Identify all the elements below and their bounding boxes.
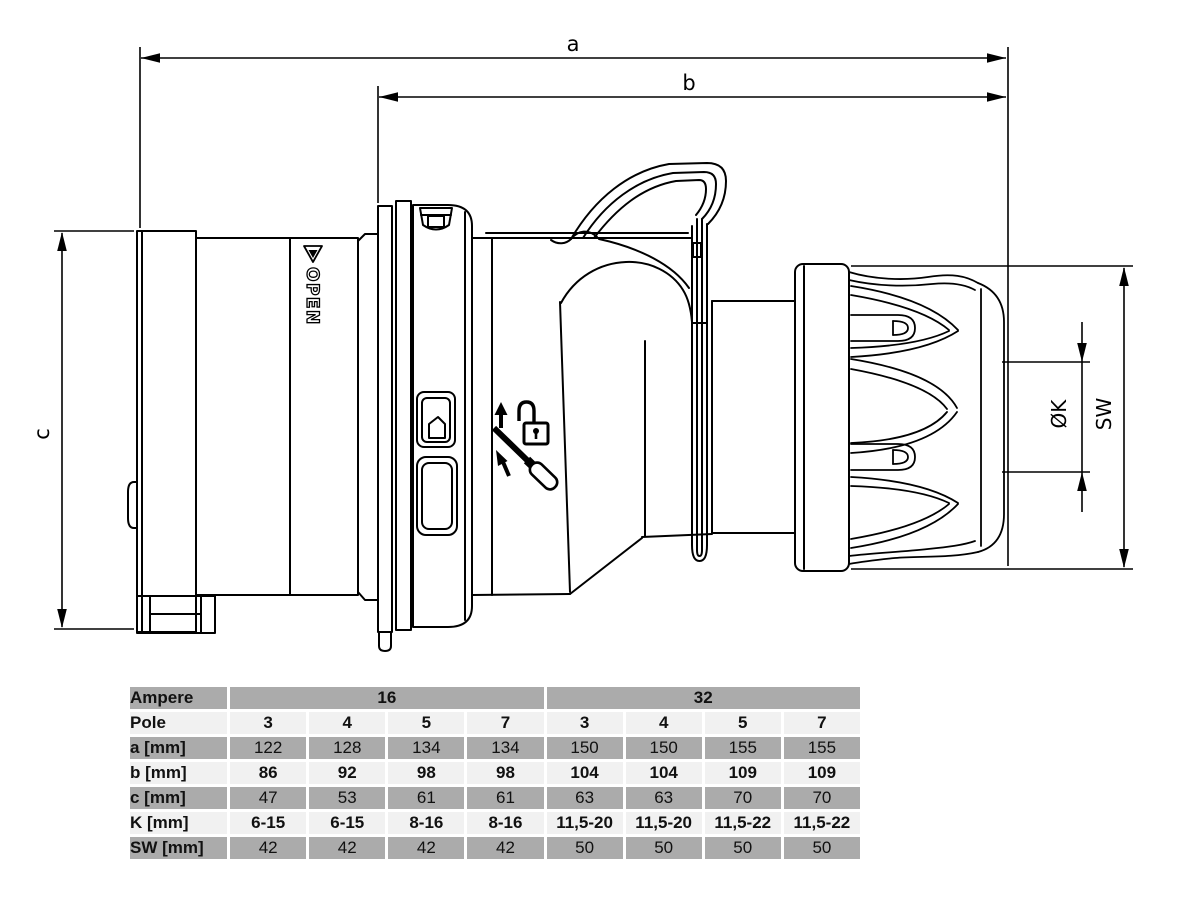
pole-value-3: 7	[467, 712, 543, 734]
dim-b-label: b	[682, 71, 696, 95]
dimension-sw	[851, 266, 1133, 569]
crown-slot-top	[851, 315, 915, 341]
pole-value-7: 7	[784, 712, 860, 734]
dim-value-5: 63	[626, 787, 702, 809]
pole-row-label: Pole	[130, 712, 227, 734]
dim-row-label: c [mm]	[130, 787, 227, 809]
dimension-k	[1002, 322, 1090, 512]
gland-collar	[795, 264, 849, 571]
dim-value-4: 50	[547, 837, 623, 859]
dim-value-0: 122	[230, 737, 306, 759]
dim-value-1: 6-15	[309, 812, 385, 834]
dim-row-label: SW [mm]	[130, 837, 227, 859]
dim-value-5: 50	[626, 837, 702, 859]
arrow-up-left-icon	[496, 450, 509, 476]
dim-value-1: 128	[309, 737, 385, 759]
dim-value-2: 98	[388, 762, 464, 784]
pole-value-2: 5	[388, 712, 464, 734]
ampere-row-label: Ampere	[130, 687, 227, 709]
dim-value-6: 11,5-22	[705, 812, 781, 834]
dim-value-1: 53	[309, 787, 385, 809]
dim-value-6: 70	[705, 787, 781, 809]
locking-ring	[378, 201, 472, 651]
dim-value-6: 155	[705, 737, 781, 759]
table-row-k	[130, 812, 860, 834]
ampere-group-16: 16	[230, 687, 543, 709]
open-marking-text: OPEN	[302, 267, 322, 326]
dim-value-0: 6-15	[230, 812, 306, 834]
pole-value-6: 5	[705, 712, 781, 734]
dim-value-4: 104	[547, 762, 623, 784]
dim-value-2: 8-16	[388, 812, 464, 834]
table-row-pole	[130, 712, 860, 734]
dim-value-6: 109	[705, 762, 781, 784]
dim-value-7: 155	[784, 737, 860, 759]
dimension-b	[378, 86, 1006, 203]
dim-value-0: 47	[230, 787, 306, 809]
dim-value-4: 63	[547, 787, 623, 809]
plug-outline	[128, 163, 1004, 651]
dimension-table	[127, 684, 863, 862]
pole-value-0: 3	[230, 712, 306, 734]
dim-value-2: 134	[388, 737, 464, 759]
dim-value-7: 109	[784, 762, 860, 784]
arrow-up-icon	[495, 402, 508, 428]
dim-value-3: 98	[467, 762, 543, 784]
table-row-c	[130, 787, 860, 809]
dim-value-0: 86	[230, 762, 306, 784]
dim-value-5: 104	[626, 762, 702, 784]
contact-end-barrel	[128, 231, 215, 633]
housing-cylinder	[196, 234, 378, 600]
dim-row-label: a [mm]	[130, 737, 227, 759]
ampere-group-32: 32	[547, 687, 860, 709]
dim-value-4: 150	[547, 737, 623, 759]
dim-value-0: 42	[230, 837, 306, 859]
pole-value-5: 4	[626, 712, 702, 734]
dim-value-7: 70	[784, 787, 860, 809]
latch-lever	[692, 219, 707, 561]
dim-value-5: 150	[626, 737, 702, 759]
dim-row-label: K [mm]	[130, 812, 227, 834]
open-marking	[302, 246, 322, 326]
dim-k-label: ØK	[1047, 399, 1071, 429]
dim-value-4: 11,5-20	[547, 812, 623, 834]
table-row-a	[130, 737, 860, 759]
dim-sw-label: SW	[1092, 397, 1116, 431]
dim-value-3: 8-16	[467, 812, 543, 834]
dim-value-6: 50	[705, 837, 781, 859]
pole-value-4: 3	[547, 712, 623, 734]
table-row-ampere	[130, 687, 860, 709]
dim-value-7: 50	[784, 837, 860, 859]
dimension-table-section	[127, 684, 863, 862]
dim-value-1: 42	[309, 837, 385, 859]
dim-c-label: c	[30, 428, 54, 440]
unlock-instruction-icons	[494, 402, 560, 492]
dim-value-2: 42	[388, 837, 464, 859]
dim-row-label: b [mm]	[130, 762, 227, 784]
dim-value-2: 61	[388, 787, 464, 809]
open-padlock-icon	[519, 402, 548, 444]
dim-value-1: 92	[309, 762, 385, 784]
dim-value-7: 11,5-22	[784, 812, 860, 834]
dim-value-3: 42	[467, 837, 543, 859]
table-row-b	[130, 762, 860, 784]
dim-value-3: 134	[467, 737, 543, 759]
dim-value-5: 11,5-20	[626, 812, 702, 834]
crown-slot-bottom	[851, 444, 915, 470]
dimension-c	[54, 231, 134, 629]
dim-value-3: 61	[467, 787, 543, 809]
carrying-handle	[551, 163, 726, 243]
pole-value-1: 4	[309, 712, 385, 734]
table-row-sw	[130, 837, 860, 859]
strain-relief-crown	[849, 272, 1004, 564]
dim-a-label: a	[566, 32, 580, 56]
